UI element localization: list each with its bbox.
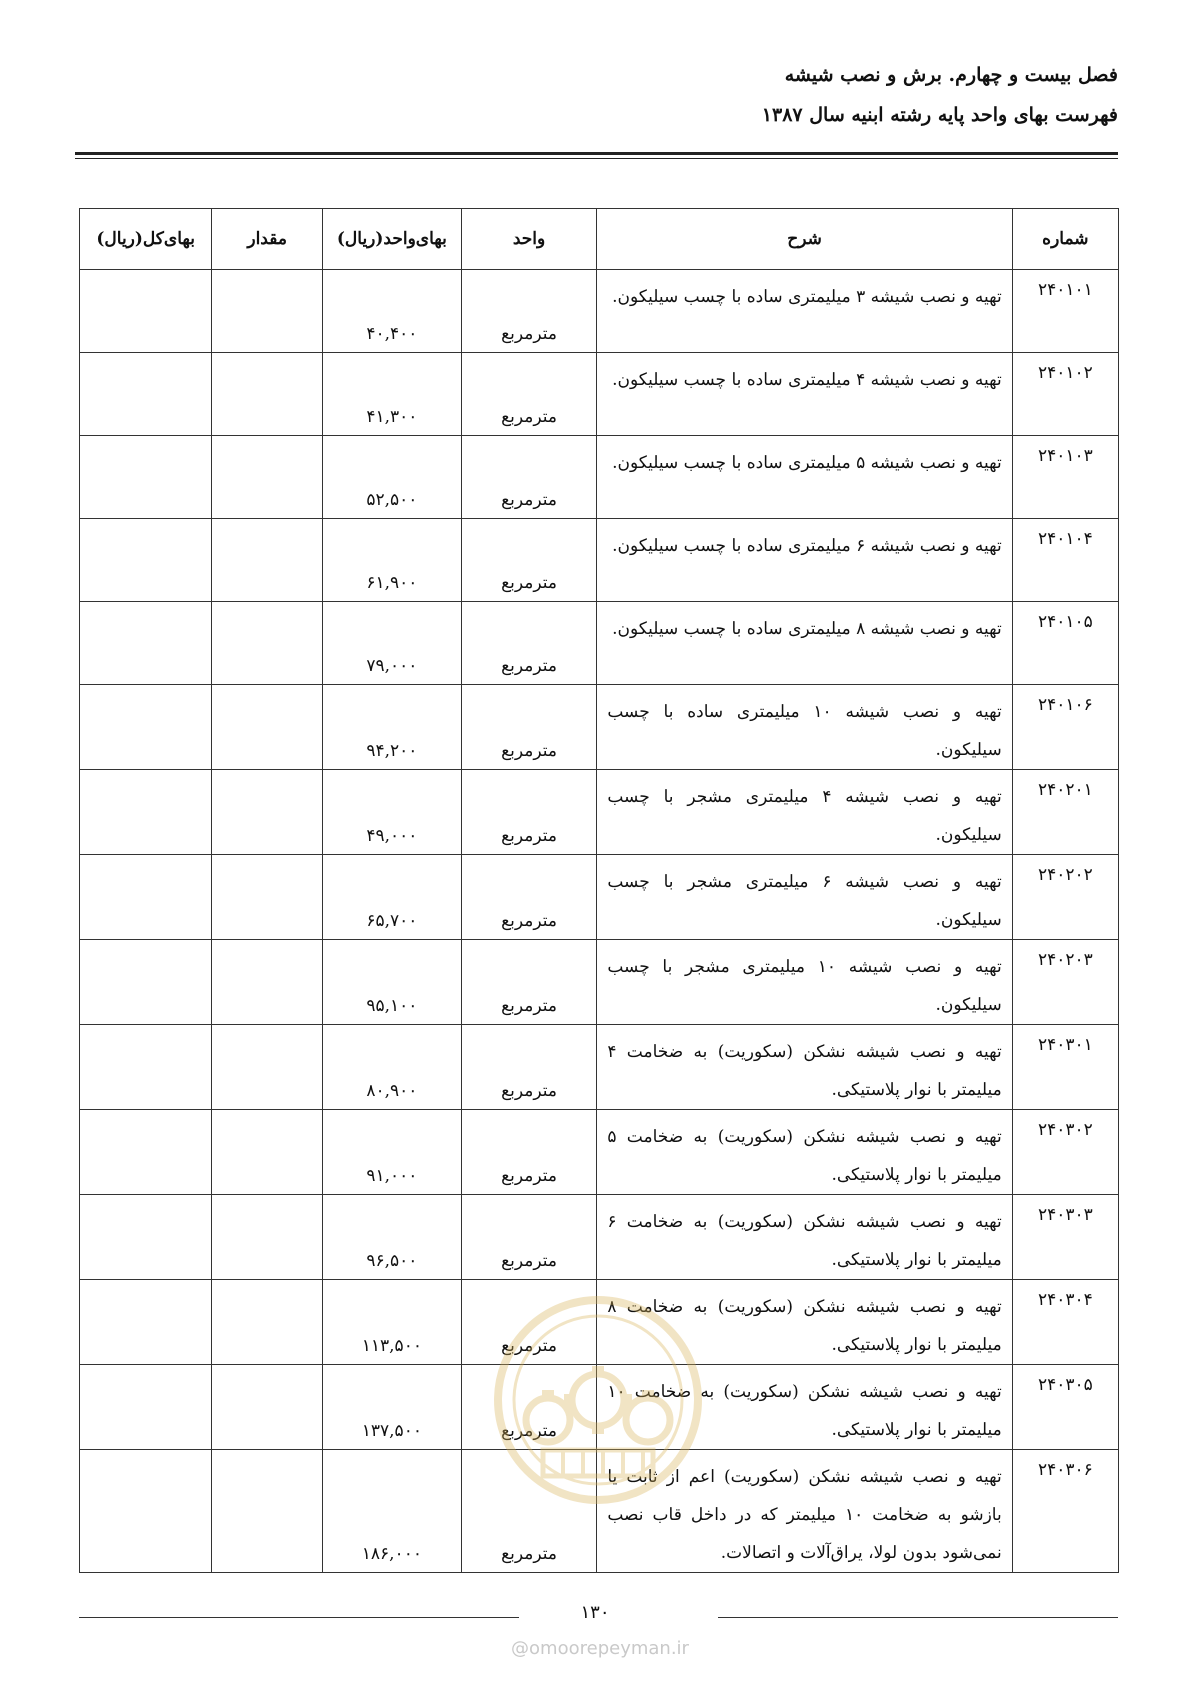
item-unit: مترمربع: [461, 519, 597, 602]
item-unit-price: ۵۲,۵۰۰: [322, 436, 461, 519]
table-row: [80, 519, 1119, 602]
website-watermark: @omoorepeyman.ir: [511, 1638, 689, 1659]
item-quantity: [212, 436, 323, 519]
item-description: تهیه و نصب شیشه نشکن (سکوریت) به ضخامت ۵ میلیمتر با نوار پلاستیکی.: [597, 1110, 1012, 1195]
document-subtitle: فهرست بهای واحد پایه رشته ابنیه سال ۱۳۸۷: [761, 104, 1118, 126]
chapter-title: فصل بیست و چهارم. برش و نصب شیشه: [784, 64, 1118, 86]
item-total: [80, 685, 212, 770]
item-number: ۲۴۰۱۰۲: [1012, 353, 1118, 436]
item-unit: مترمربع: [461, 602, 597, 685]
item-description: تهیه و نصب شیشه نشکن (سکوریت) به ضخامت ۸ میلیمتر با نوار پلاستیکی.: [597, 1280, 1012, 1365]
item-number: ۲۴۰۱۰۱: [1012, 270, 1118, 353]
item-unit: مترمربع: [461, 855, 597, 940]
item-number: ۲۴۰۳۰۱: [1012, 1025, 1118, 1110]
item-number: ۲۴۰۲۰۱: [1012, 770, 1118, 855]
item-description: تهیه و نصب شیشه نشکن (سکوریت) به ضخامت ۴ میلیمتر با نوار پلاستیکی.: [597, 1025, 1012, 1110]
item-quantity: [212, 270, 323, 353]
item-total: [80, 270, 212, 353]
table-row: [80, 1280, 1119, 1365]
item-quantity: [212, 1025, 323, 1110]
item-unit: مترمربع: [461, 1450, 597, 1573]
item-description: تهیه و نصب شیشه ۸ میلیمتری ساده با چسب سیلیکون.: [597, 602, 1012, 685]
table-header-row: [80, 209, 1119, 270]
item-number: ۲۴۰۱۰۵: [1012, 602, 1118, 685]
item-total: [80, 436, 212, 519]
item-total: [80, 353, 212, 436]
column-header-quantity: مقدار: [212, 209, 323, 270]
item-quantity: [212, 519, 323, 602]
item-total: [80, 1280, 212, 1365]
item-unit-price: ۱۱۳,۵۰۰: [322, 1280, 461, 1365]
item-unit-price: ۴۰,۴۰۰: [322, 270, 461, 353]
item-quantity: [212, 770, 323, 855]
column-header-unit-price: بهای‌واحد(ریال): [322, 209, 461, 270]
item-number: ۲۴۰۲۰۳: [1012, 940, 1118, 1025]
item-unit: مترمربع: [461, 770, 597, 855]
table-row: [80, 602, 1119, 685]
item-quantity: [212, 602, 323, 685]
header-rule-thick: [75, 152, 1118, 155]
table-row: [80, 1025, 1119, 1110]
item-unit-price: ۱۸۶,۰۰۰: [322, 1450, 461, 1573]
item-description: تهیه و نصب شیشه ۳ میلیمتری ساده با چسب سیلیکون.: [597, 270, 1012, 353]
item-number: ۲۴۰۲۰۲: [1012, 855, 1118, 940]
item-unit-price: ۶۵,۷۰۰: [322, 855, 461, 940]
price-table: [79, 208, 1119, 1573]
item-unit: مترمربع: [461, 1110, 597, 1195]
item-unit-price: ۹۵,۱۰۰: [322, 940, 461, 1025]
item-description: تهیه و نصب شیشه ۱۰ میلیمتری ساده با چسب سیلیکون.: [597, 685, 1012, 770]
page-number: ۱۳۰: [580, 1602, 610, 1623]
item-total: [80, 602, 212, 685]
item-unit-price: ۴۱,۳۰۰: [322, 353, 461, 436]
item-total: [80, 855, 212, 940]
item-number: ۲۴۰۱۰۶: [1012, 685, 1118, 770]
item-total: [80, 1110, 212, 1195]
item-total: [80, 940, 212, 1025]
item-description: تهیه و نصب شیشه نشکن (سکوریت) به ضخامت ۱۰ میلیمتر با نوار پلاستیکی.: [597, 1365, 1012, 1450]
item-number: ۲۴۰۱۰۴: [1012, 519, 1118, 602]
item-quantity: [212, 1450, 323, 1573]
table-row: [80, 1195, 1119, 1280]
table-row: [80, 353, 1119, 436]
item-total: [80, 1365, 212, 1450]
item-unit-price: ۴۹,۰۰۰: [322, 770, 461, 855]
item-unit: مترمربع: [461, 436, 597, 519]
table-row: [80, 940, 1119, 1025]
item-quantity: [212, 855, 323, 940]
item-description: تهیه و نصب شیشه ۴ میلیمتری ساده با چسب سیلیکون.: [597, 353, 1012, 436]
table-row: [80, 1365, 1119, 1450]
table-row: [80, 270, 1119, 353]
item-total: [80, 1450, 212, 1573]
table-row: [80, 855, 1119, 940]
item-unit: مترمربع: [461, 353, 597, 436]
item-description: تهیه و نصب شیشه ۶ میلیمتری مشجر با چسب سیلیکون.: [597, 855, 1012, 940]
item-quantity: [212, 1110, 323, 1195]
item-number: ۲۴۰۳۰۵: [1012, 1365, 1118, 1450]
table-row: [80, 770, 1119, 855]
item-number: ۲۴۰۳۰۴: [1012, 1280, 1118, 1365]
table-row: [80, 1110, 1119, 1195]
page-header: [762, 58, 1118, 132]
item-unit-price: ۱۳۷,۵۰۰: [322, 1365, 461, 1450]
item-unit: مترمربع: [461, 1365, 597, 1450]
item-description: تهیه و نصب شیشه نشکن (سکوریت) به ضخامت ۶ میلیمتر با نوار پلاستیکی.: [597, 1195, 1012, 1280]
table-row: [80, 685, 1119, 770]
item-description: تهیه و نصب شیشه ۱۰ میلیمتری مشجر با چسب سیلیکون.: [597, 940, 1012, 1025]
item-unit-price: ۶۱,۹۰۰: [322, 519, 461, 602]
column-header-total: بهای‌کل(ریال): [80, 209, 212, 270]
item-number: ۲۴۰۳۰۲: [1012, 1110, 1118, 1195]
item-quantity: [212, 1365, 323, 1450]
item-total: [80, 1195, 212, 1280]
item-quantity: [212, 353, 323, 436]
item-number: ۲۴۰۳۰۶: [1012, 1450, 1118, 1573]
column-header-unit: واحد: [461, 209, 597, 270]
table-row: [80, 1450, 1119, 1573]
item-total: [80, 1025, 212, 1110]
item-unit: مترمربع: [461, 1025, 597, 1110]
item-unit: مترمربع: [461, 685, 597, 770]
item-description: تهیه و نصب شیشه نشکن (سکوریت) اعم از ثابت یا بازشو به ضخامت ۱۰ میلیمتر که در داخل قاب نصب نمی‌شود بدون لولا، یراق‌آلات و اتصالات.: [597, 1450, 1012, 1573]
item-quantity: [212, 1195, 323, 1280]
item-unit-price: ۸۰,۹۰۰: [322, 1025, 461, 1110]
footer-rule-right: [718, 1617, 1118, 1618]
header-rule-thin: [75, 158, 1118, 159]
item-unit: مترمربع: [461, 270, 597, 353]
item-unit-price: ۹۱,۰۰۰: [322, 1110, 461, 1195]
column-header-number: شماره: [1012, 209, 1118, 270]
item-total: [80, 519, 212, 602]
item-unit-price: ۹۶,۵۰۰: [322, 1195, 461, 1280]
table-row: [80, 436, 1119, 519]
footer-rule-left: [79, 1617, 519, 1618]
item-unit: مترمربع: [461, 1195, 597, 1280]
item-number: ۲۴۰۳۰۳: [1012, 1195, 1118, 1280]
item-quantity: [212, 1280, 323, 1365]
item-unit: مترمربع: [461, 940, 597, 1025]
item-description: تهیه و نصب شیشه ۶ میلیمتری ساده با چسب سیلیکون.: [597, 519, 1012, 602]
item-quantity: [212, 940, 323, 1025]
column-header-description: شرح: [597, 209, 1012, 270]
item-total: [80, 770, 212, 855]
item-quantity: [212, 685, 323, 770]
item-unit-price: ۹۴,۲۰۰: [322, 685, 461, 770]
item-unit-price: ۷۹,۰۰۰: [322, 602, 461, 685]
item-number: ۲۴۰۱۰۳: [1012, 436, 1118, 519]
item-unit: مترمربع: [461, 1280, 597, 1365]
item-description: تهیه و نصب شیشه ۵ میلیمتری ساده با چسب سیلیکون.: [597, 436, 1012, 519]
item-description: تهیه و نصب شیشه ۴ میلیمتری مشجر با چسب سیلیکون.: [597, 770, 1012, 855]
